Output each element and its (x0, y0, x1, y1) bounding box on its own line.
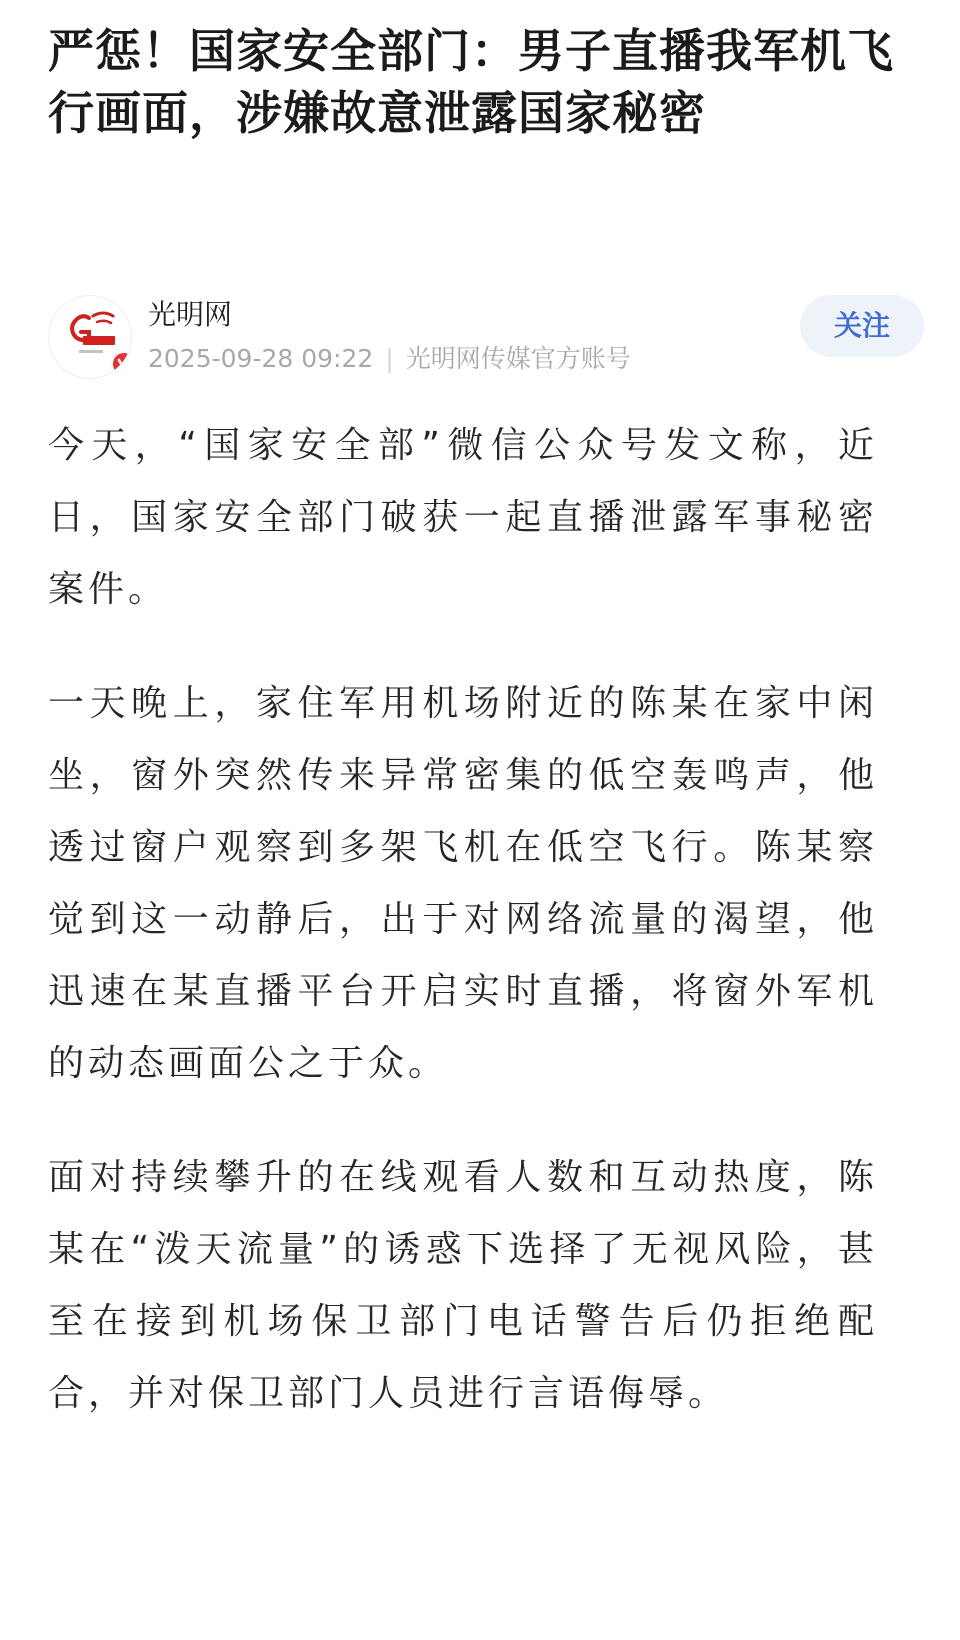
author-row (48, 295, 918, 381)
verified-badge (111, 351, 132, 377)
article-paragraph: 一天晚上，家住军用机场附近的陈某在家中闲坐，窗外突然传来异常密集的低空轰鸣声，他透过窗户观察到多架飞机在低空飞行。陈某察觉到这一动静后，出于对网络流量的渴望，他迅速在某直播平台开启实时直播，将窗外军机的动态画面公之于众。 (48, 683, 878, 1084)
article-meta (148, 343, 631, 375)
author-avatar[interactable] (48, 295, 132, 379)
article-paragraph: 今天，“国家安全部”微信公众号发文称，近日，国家安全部门破获一起直播泄露军事秘密案件。 (48, 425, 878, 610)
verified-v-icon (116, 356, 132, 372)
meta-divider: | (385, 344, 394, 373)
publish-date: 2025-09-28 09:22 (148, 344, 374, 373)
follow-button[interactable]: 关注 (800, 295, 924, 357)
article-title: 严惩！国家安全部门：男子直播我军机飞行画面，涉嫌故意泄露国家秘密 (48, 24, 894, 140)
account-type: 光明网传媒官方账号 (405, 344, 631, 373)
article-paragraph: 面对持续攀升的在线观看人数和互动热度，陈某在“泼天流量”的诱惑下选择了无视风险，甚至在接到机场保卫部门电话警告后仍拒绝配合，并对保卫部门人员进行言语侮辱。 (48, 1157, 878, 1414)
author-name[interactable]: 光明网 (148, 298, 233, 331)
article-body (48, 410, 878, 1472)
